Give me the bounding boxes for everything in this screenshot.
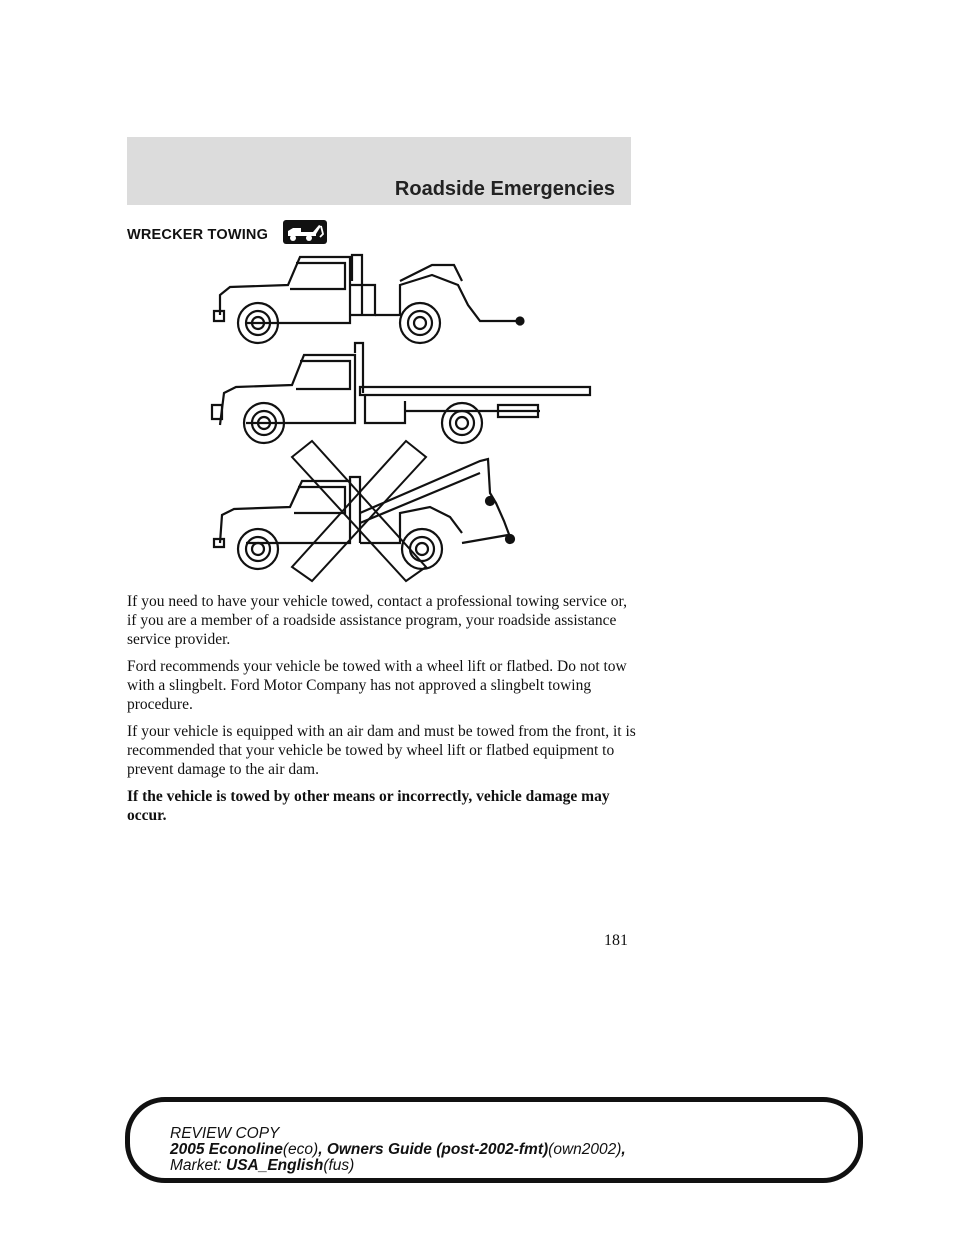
guide-name: Owners Guide (post-2002-fmt) xyxy=(326,1141,549,1158)
header-band xyxy=(127,137,631,205)
market-code: (fus) xyxy=(323,1157,355,1174)
review-copy-label: REVIEW COPY xyxy=(170,1125,280,1142)
footer-line-3 xyxy=(170,1158,626,1174)
wrecker-towing-heading: WRECKER TOWING xyxy=(127,227,269,243)
towing-methods-illustration xyxy=(200,245,620,590)
model-code: (eco) xyxy=(282,1141,319,1158)
review-copy-footer xyxy=(125,1097,863,1183)
guide-code: (own2002) xyxy=(548,1141,622,1158)
market-name: USA_English xyxy=(226,1157,324,1174)
flatbed-truck-illustration xyxy=(212,343,590,443)
separator: , xyxy=(318,1141,327,1158)
slingbelt-truck-illustration xyxy=(214,459,514,569)
warning-paragraph: If the vehicle is towed by other means or incorrectly, vehicle damage may occur. xyxy=(127,788,610,824)
tow-truck-icon xyxy=(283,220,327,244)
footer-line-2 xyxy=(170,1142,626,1158)
section-title: Roadside Emergencies xyxy=(394,178,615,200)
wheel-lift-truck-illustration xyxy=(214,255,524,343)
separator: , xyxy=(621,1141,626,1158)
footer-text xyxy=(170,1126,626,1174)
page-number: 181 xyxy=(604,932,628,949)
market-label: Market: xyxy=(170,1157,222,1174)
body-text xyxy=(127,592,637,833)
paragraph: Ford recommends your vehicle be towed with a wheel lift or flatbed. Do not tow with a slingbelt. Ford Motor Company has not approved a slingbelt towing procedure. xyxy=(127,658,627,713)
paragraph: If you need to have your vehicle towed, contact a professional towing service or, if you are a member of a roadside assistance program, your roadside assistance service provider. xyxy=(127,593,627,648)
model-name: 2005 Econoline xyxy=(170,1141,283,1158)
paragraph: If your vehicle is equipped with an air dam and must be towed from the front, it is recommended that your vehicle be towed by wheel lift or flatbed equipment to prevent damage to the air dam. xyxy=(127,723,636,778)
